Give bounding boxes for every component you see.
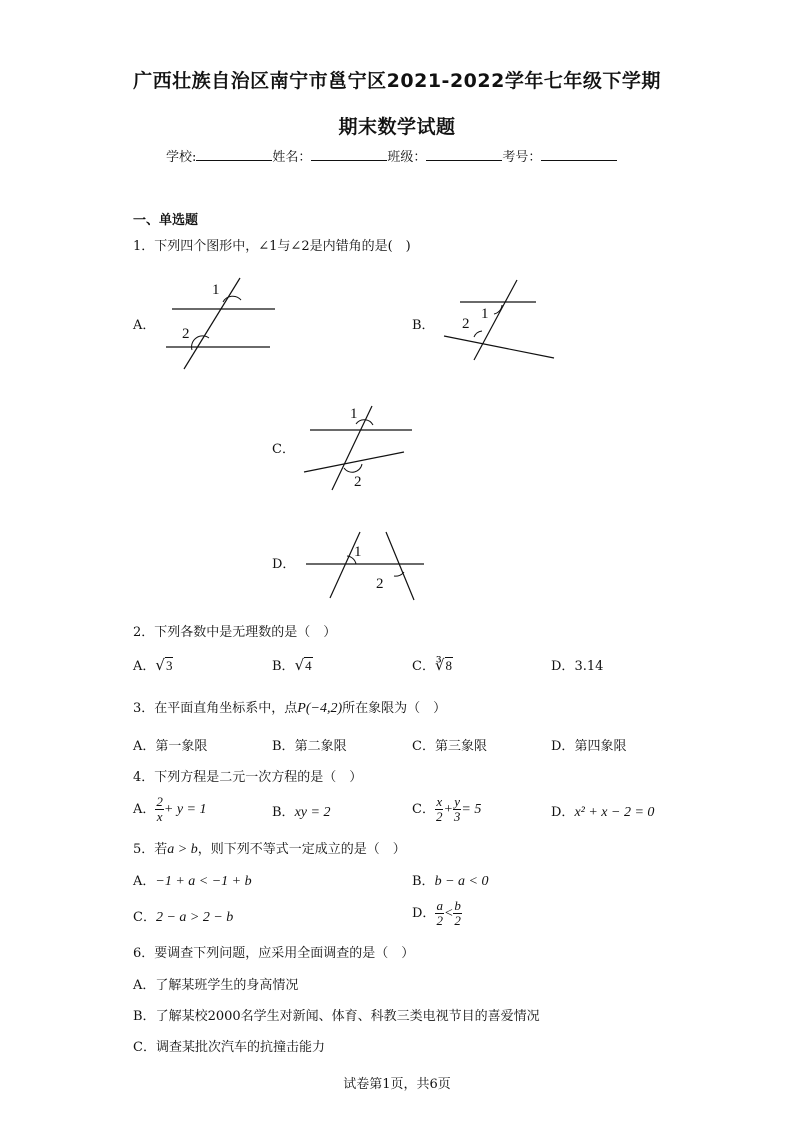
q3-option-d-text: 第四象限	[574, 739, 627, 754]
numerator: 2	[156, 794, 163, 809]
fig-b-arc-2	[474, 331, 482, 337]
q2-option-b[interactable]	[272, 655, 313, 674]
question-5-stem	[133, 838, 406, 858]
q5-option-b[interactable]	[412, 870, 488, 890]
q3-option-d[interactable]	[551, 735, 626, 754]
q3-option-d-label: D．	[551, 739, 575, 754]
fig-d-angle-2: 2	[376, 576, 384, 592]
question-2-stem: 2．下列各数中是无理数的是（ ）	[133, 625, 337, 640]
fig-d-angle-1: 1	[354, 544, 362, 560]
q2-option-a-math	[155, 656, 173, 674]
fraction	[435, 899, 444, 928]
q3-point: P(−4,2)	[297, 701, 343, 716]
fig-c-angle-1: 1	[350, 406, 358, 422]
question-4-stem: 4．下列方程是二元一次方程的是（ ）	[133, 770, 363, 785]
q4-option-c-rest: = 5	[461, 802, 482, 817]
page-subtitle: 期末数学试题	[338, 116, 456, 138]
q3-option-c-text: 第三象限	[434, 739, 487, 754]
q4-option-d[interactable]	[551, 801, 654, 821]
q2-option-a-label: A．	[133, 659, 156, 674]
q2-option-b-math	[295, 656, 313, 674]
fig-d-line-left	[330, 532, 360, 598]
fig-c-line-bottom	[304, 452, 404, 472]
fig-a-angle-2: 2	[182, 326, 190, 342]
question-1-stem: 1．下列四个图形中，∠1与∠2是内错角的是( )	[133, 239, 411, 254]
q1-option-c-label[interactable]: C．	[272, 442, 295, 457]
fig-c-angle-2: 2	[354, 474, 362, 490]
q5-option-d-label: D．	[412, 906, 436, 921]
q2-option-c-math	[435, 656, 453, 674]
q2-option-d[interactable]	[551, 655, 603, 674]
numerator: b	[454, 898, 461, 913]
q3-option-a-text: 第一象限	[155, 739, 208, 754]
sqrt-symbol: √	[294, 656, 305, 674]
fig-b-line-bottom	[444, 336, 554, 358]
q5-condition: a > b	[167, 842, 198, 857]
numerator: a	[436, 898, 443, 913]
radicand: 4	[305, 658, 312, 673]
q6-option-a-label: A．	[133, 978, 156, 993]
question-6-stem: 6．要调查下列问题，应采用全面调查的是（ ）	[133, 946, 415, 961]
denominator: 2	[435, 809, 443, 824]
q4-option-d-label: D．	[551, 805, 575, 820]
fig-b-arc-1	[494, 305, 502, 314]
q3-option-a-label: A．	[133, 739, 156, 754]
q1-figure-b	[440, 276, 565, 376]
q1-figure-d	[300, 528, 430, 603]
q6-option-a-text: 了解某班学生的身高情况	[155, 978, 299, 993]
fig-a-angle-1: 1	[212, 282, 220, 298]
q5-option-b-math: b − a < 0	[434, 874, 489, 889]
q2-option-d-label: D．	[551, 659, 575, 674]
denominator: 3	[453, 809, 461, 824]
less-than-sign: <	[443, 906, 454, 921]
q5-option-c-label: C．	[133, 910, 156, 925]
student-info-line	[166, 146, 617, 165]
plus-sign: +	[443, 802, 453, 817]
q3-stem-post: 所在象限为（ ）	[342, 701, 447, 716]
number-label: 考号：	[502, 150, 542, 165]
q6-option-c[interactable]	[133, 1036, 325, 1055]
denominator: x	[156, 809, 163, 824]
fig-b-angle-2: 2	[462, 316, 470, 332]
q5-option-c-math: 2 − a > 2 − b	[155, 910, 234, 925]
q3-option-b-text: 第二象限	[294, 739, 347, 754]
q4-option-a-rest: + y = 1	[163, 802, 207, 817]
q5-stem-pre: 5．若	[133, 842, 168, 857]
sqrt-symbol: √	[155, 656, 165, 674]
q6-option-b-label: B．	[133, 1009, 156, 1024]
page-title: 广西壮族自治区南宁市邕宁区2021-2022学年七年级下学期	[133, 70, 661, 92]
name-label: 姓名：	[272, 150, 312, 165]
name-blank[interactable]	[311, 148, 387, 161]
q1-figure-c	[300, 400, 425, 500]
q2-option-b-label: B．	[272, 659, 295, 674]
radicand: 8	[445, 658, 453, 673]
q4-option-a-label: A．	[133, 802, 156, 817]
denominator: 2	[436, 913, 443, 928]
page-footer: 试卷第1页，共6页	[343, 1077, 451, 1092]
q6-option-a[interactable]	[133, 974, 298, 993]
fig-c-arc-2	[344, 464, 362, 472]
fraction	[155, 795, 164, 824]
fig-b-angle-1: 1	[481, 306, 489, 322]
q4-option-b-math: xy = 2	[294, 805, 331, 820]
q2-option-a[interactable]	[133, 655, 173, 674]
q3-option-a[interactable]	[133, 735, 207, 754]
fig-d-line-right	[386, 532, 414, 600]
q1-figure-a	[160, 272, 285, 372]
q2-option-c-label: C．	[412, 659, 435, 674]
radicand: 3	[165, 658, 173, 673]
q3-option-c[interactable]	[412, 735, 487, 754]
q5-option-d[interactable]	[412, 899, 462, 928]
q6-option-b[interactable]	[133, 1005, 540, 1024]
section-title: 一、单选题	[133, 213, 199, 228]
q5-option-a-math: −1 + a < −1 + b	[155, 874, 252, 889]
q4-option-a[interactable]	[133, 795, 207, 824]
q3-option-c-label: C．	[412, 739, 435, 754]
q5-option-a[interactable]	[133, 870, 252, 890]
q2-option-d-text: 3.14	[574, 659, 604, 674]
q4-option-b-label: B．	[272, 805, 295, 820]
number-blank[interactable]	[541, 148, 617, 161]
school-blank[interactable]	[196, 148, 272, 161]
class-blank[interactable]	[426, 148, 502, 161]
q5-option-a-label: A．	[133, 874, 156, 889]
q1-option-b-label[interactable]: B．	[412, 318, 435, 333]
q2-option-c[interactable]	[412, 655, 453, 674]
q6-option-b-text: 了解某校2000名学生对新闻、体育、科教三类电视节目的喜爱情况	[155, 1009, 540, 1024]
q4-option-b[interactable]	[272, 801, 330, 821]
q6-option-c-label: C．	[133, 1040, 156, 1055]
class-label: 班级：	[387, 150, 427, 165]
school-label: 学校:	[166, 150, 197, 165]
q4-option-c-label: C．	[412, 802, 435, 817]
denominator: 2	[454, 913, 461, 928]
q4-option-c[interactable]	[412, 795, 481, 824]
cbrt-symbol: ∛	[434, 656, 445, 674]
q3-option-b-label: B．	[272, 739, 295, 754]
q3-option-b[interactable]	[272, 735, 347, 754]
q6-option-c-text: 调查某批次汽车的抗撞击能力	[155, 1040, 325, 1055]
q3-stem-pre: 3．在平面直角坐标系中，点	[133, 701, 298, 716]
question-3-stem	[133, 697, 446, 717]
q5-stem-post: ，则下列不等式一定成立的是（ ）	[197, 842, 406, 857]
q4-option-d-math: x² + x − 2 = 0	[574, 805, 655, 820]
numerator: y	[454, 794, 461, 809]
fraction	[453, 899, 462, 928]
numerator: x	[436, 794, 443, 809]
q5-option-b-label: B．	[412, 874, 435, 889]
q1-option-a-label[interactable]: A．	[133, 318, 156, 333]
q5-option-c[interactable]	[133, 906, 233, 926]
q1-option-d-label[interactable]: D．	[272, 557, 296, 572]
